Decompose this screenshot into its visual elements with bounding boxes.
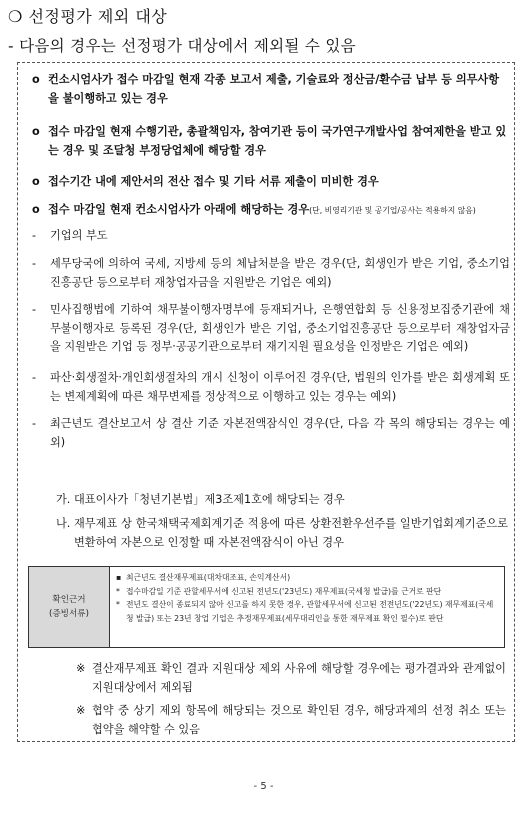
condition-item [32,255,510,292]
page-number: - 5 - [253,781,274,792]
criterion-text: 접수 마감일 현재 수행기관, 총괄책임자, 참여기관 등이 국가연구개발사업 참여제한을 받고 있는 경우 및 조달청 부정당업체에 해당할 경우 [48,125,507,157]
exception-mark: 나. [56,517,71,530]
note-text: 협약 중 상기 제외 항목에 해당되는 것으로 확인된 경우, 해당과제의 선정 취소 또는 협약을 해약할 수 있음 [92,704,506,736]
bullet-mark: o [32,175,40,188]
bullet-mark: o [32,73,40,86]
reference-note [76,659,506,697]
criterion-text-wrap [48,201,508,221]
exception-item [56,491,508,510]
condition-text: 기업의 부도 [50,229,108,242]
evidence-mark: * [116,586,120,596]
evidence-content-cell [110,567,504,647]
condition-item [32,369,510,406]
section-subtitle: - 다음의 경우는 선정평가 대상에서 제외될 수 있음 [8,37,356,55]
condition-text: 세무당국에 의하여 국세, 지방세 등의 체납처분을 받은 경우(단, 회생인가 받은 기업, 중소기업진흥공단 등으로부터 재창업자금을 지원받은 기업은 예외) [50,257,510,289]
criterion-item [32,173,508,192]
note-mark: ※ [76,704,86,717]
condition-text: 파산·회생절차·개인회생절차의 개시 신청이 이루어진 경우(단, 법원의 인가를 받은 회생계획 또는 변제계획에 따른 채무변제를 정상적으로 이행하고 있는 경우는 예외) [50,371,510,403]
heading-text: 선정평가 제외 대상 [28,7,168,26]
dash-mark: - [32,303,37,316]
bullet-mark: o [32,125,40,138]
criterion-text: 접수 마감일 현재 컨소시엄사가 아래에 해당하는 경우 [48,203,310,216]
condition-item [32,301,510,357]
evidence-text: 전년도 결산이 종료되지 않아 신고를 하지 못한 경우, 관할세무서에 신고된 전전년도('22년도) 재무제표(국세청 발급) 또는 23년 창업 기업은 추정재무제표(세무대리인을 통한 재무제표 확인 필수)로 판단 [126,600,494,623]
exception-text: 재무제표 상 한국채택국제회계기준 적용에 따른 상환전환우선주를 일반기업회계기준으로 변환하여 자본으로 인정할 때 자본전액잠식이 아닌 경우 [74,517,508,549]
evidence-table [28,566,505,648]
condition-item [32,227,510,246]
evidence-label-sub: (증빙서류) [49,609,89,619]
exception-mark: 가. [56,493,71,506]
dash-mark: - [32,257,37,270]
bullet-mark: o [32,203,40,216]
dash-mark: - [32,229,37,242]
criterion-item [32,123,508,160]
note-text: 결산재무제표 확인 결과 지원대상 제외 사유에 해당할 경우에는 평가결과와 관계없이 지원대상에서 제외됨 [92,662,506,694]
evidence-row [116,585,498,599]
reference-note [76,701,506,739]
dash-mark: - [32,417,37,430]
exclusion-criteria-box [17,62,515,742]
dash-mark: - [32,371,37,384]
note-mark: ※ [76,662,86,675]
condition-item [32,415,510,452]
criterion-text: 컨소시엄사가 접수 마감일 현재 각종 보고서 제출, 기술료와 정산금/환수금 납부 등 의무사항을 불이행하고 있는 경우 [48,73,500,105]
evidence-row [116,598,498,625]
criterion-note: (단, 비영리기관 및 공기업/공사는 적용하지 않음) [309,206,476,215]
evidence-label-cell [29,567,110,647]
evidence-text: 최근년도 결산재무제표(대차대조표, 손익계산서) [126,573,291,582]
section-heading [8,4,167,27]
evidence-mark: * [116,600,120,610]
heading-marker: ❍ [8,7,23,26]
exception-text: 대표이사가「청년기본법」제3조제1호에 해당되는 경우 [74,493,345,506]
condition-text: 최근년도 결산보고서 상 결산 기준 자본전액잠식인 경우(단, 다음 각 목의 해당되는 경우는 예외) [50,417,510,449]
criterion-text: 접수기간 내에 제안서의 전산 접수 및 기타 서류 제출이 미비한 경우 [48,175,379,188]
evidence-text: 접수마감일 기준 관할세무서에 신고된 전년도('23년도) 재무제표(국세청 발급)를 근거로 판단 [126,586,442,596]
exception-item [56,515,508,552]
criterion-item [32,201,508,221]
evidence-row [116,571,498,585]
evidence-mark: ▪ [116,573,122,582]
evidence-label: 확인근거 [52,595,86,605]
criterion-item [32,71,508,108]
condition-text: 민사집행법에 기하여 채무불이행자명부에 등재되거나, 은행연합회 등 신용정보집중기관에 채무불이행자로 등록된 경우(단, 회생인가 받은 기업, 중소기업진흥공단 등으로부터 재창업자금을 지원받은 기업 등 정부·공공기관으로부터 재기지원 필요성을 인정받은 기업은 예외) [50,303,510,354]
